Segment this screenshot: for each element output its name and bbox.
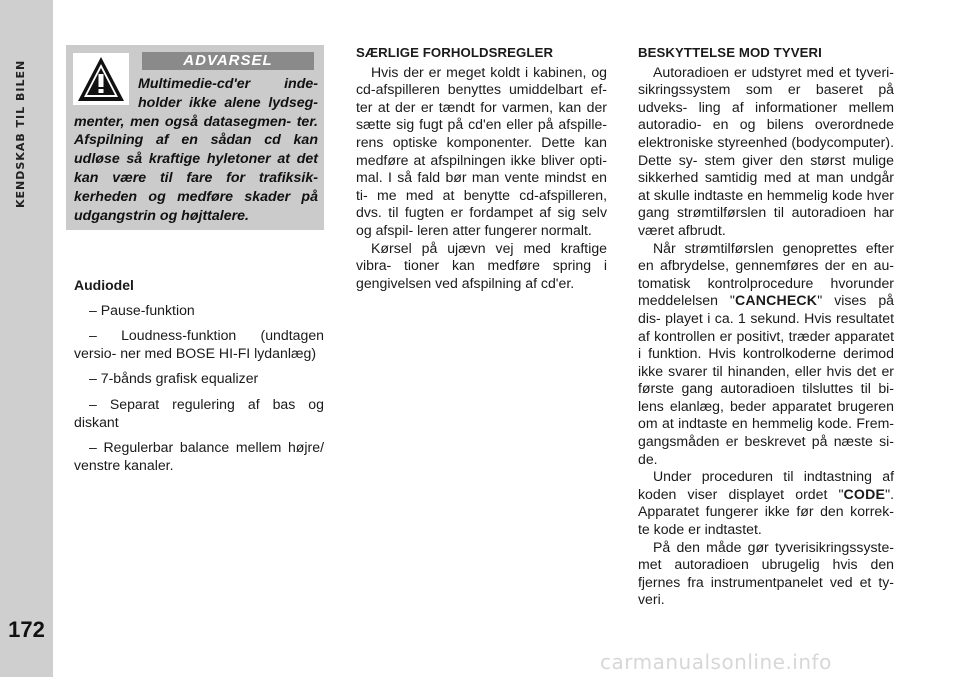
cancheck-keyword: CANCHECK bbox=[734, 292, 818, 309]
audio-feature-item: – Regulerbar balance mellem højre/ venstre kanaler. bbox=[74, 439, 324, 473]
section-title: KENDSKAB TIL BILEN bbox=[14, 59, 27, 208]
theft-paragraph bbox=[638, 468, 894, 538]
theft-protection-section bbox=[638, 44, 894, 609]
special-precautions-section bbox=[356, 44, 607, 292]
warning-label: ADVARSEL bbox=[142, 52, 314, 70]
theft-paragraph: Autoradioen er udstyret med et tyveri- sikringssystem som er baseret på udveks- ling af informationer mellem autoradio- en og bilens overordnede elektroniske styreenhed (bodycomputer). Dette sy- stem giver den størst mulige sikkerhed samtidig med at man undgår at skulle indtaste en hemmelig kode hver gang strømtilførslen til autoradioen har været afbrudt. bbox=[638, 63, 894, 238]
theft-text: Under proceduren til indtastning af koden viser displayet ordet " bbox=[638, 468, 894, 502]
page-number: 172 bbox=[8, 617, 45, 642]
theft-text: ". Apparatet fungerer ikke før den korrek- te kode er indtastet. bbox=[638, 485, 894, 538]
theft-text: Når strømtilførslen genoprettes efter en afbrydelse, gennemføres der en au- tomatisk kontrolprocedure hvorunder meddelelsen " bbox=[638, 239, 894, 309]
audio-section bbox=[74, 277, 324, 482]
icon-spacer bbox=[74, 75, 138, 111]
special-paragraph: Hvis der er meget koldt i kabinen, og cd-afspilleren benyttes umiddelbart ef- ter at der er tændt for varmen, kan der sætte sig fugt på cd'en eller på afspille- rens optiske komponenter. Dette kan medføre at afspilningen ikke bliver opti- mal. I så fald bør man vente mindst en ti- me med at benytte cd-afspilleren, dvs. til fugten er fordampet af sig selv og afspil- leren atter fungerer normalt. bbox=[356, 63, 607, 238]
warning-text-block bbox=[74, 75, 318, 225]
audio-feature-item: – 7-bånds grafisk equalizer bbox=[89, 370, 259, 387]
watermark: carmanualsonline.info bbox=[600, 650, 832, 674]
audio-feature-item: – Pause-funktion bbox=[89, 301, 195, 318]
audio-feature-item: – Separat regulering af bas og diskant bbox=[74, 395, 324, 430]
warning-text: Multimedie-cd'er inde- holder ikke alene lydseg- menter, men også datasegmen- ter. Afspilning af en sådan cd kan udløse så kraftige hyletoner at det kan være til fare for trafiksik- kerheden og medføre skader på udgangstrin og højttalere. bbox=[74, 76, 318, 224]
theft-paragraph bbox=[638, 240, 894, 469]
theft-paragraph: På den måde gør tyverisikringssyste- met autoradioen ubrugelig hvis den fjernes fra instrumentpanelet ved et ty- veri. bbox=[638, 538, 894, 608]
audio-feature-item: – Loudness-funktion (undtagen versio- ner med BOSE HI-FI lydanlæg) bbox=[74, 327, 324, 361]
theft-protection-heading: BESKYTTELSE MOD TYVERI bbox=[638, 45, 822, 60]
special-precautions-heading: SÆRLIGE FORHOLDSREGLER bbox=[356, 45, 554, 60]
theft-text: " vises på dis- playet i ca. 1 sekund. Hvis resultatet af kontrollen er positivt, træder apparatet i funktion. Hvis kontrolkoderne derimod ikke svarer til hinanden, eller hvis det er første gang autoradioen tilsluttes til bi- lens elanlæg, beder apparatet brugeren om at indtaste en hemmelig kode. Frem- gangsmåden er beskrevet på næste si- de. bbox=[638, 292, 894, 467]
code-keyword: CODE bbox=[843, 485, 886, 502]
special-paragraph: Kørsel på ujævn vej med kraftige vibra- tioner kan medføre spring i gengivelsen ved afspilning af cd'er. bbox=[356, 239, 607, 291]
warning-box bbox=[66, 45, 324, 230]
audio-title: Audiodel bbox=[74, 277, 134, 293]
